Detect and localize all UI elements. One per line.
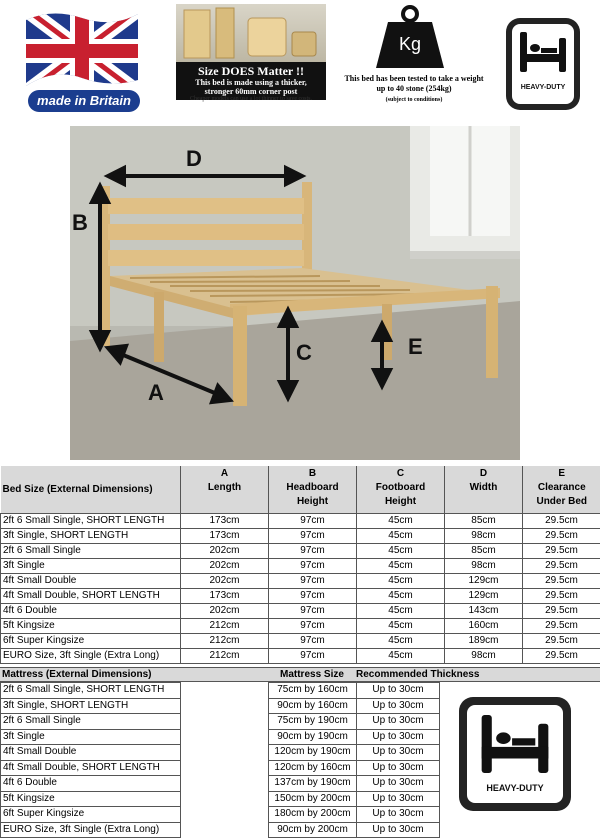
table-row: [1, 603, 600, 618]
length-cell: 202cm: [181, 573, 269, 588]
table-row: [1, 573, 600, 588]
clearance-cell: 29.5cm: [523, 603, 600, 618]
weight-text-main: This bed has been tested to take a weight up to 40 stone (254kg): [344, 74, 484, 93]
blank-cell: [181, 745, 269, 761]
bed-size-cell: 6ft Super Kingsize: [1, 633, 181, 648]
mattress-bed-size-cell: 2ft 6 Small Single: [1, 714, 181, 730]
mattress-size-cell: 150cm by 200cm: [269, 791, 357, 807]
headboard-name2: Height: [296, 496, 329, 507]
mattress-thickness-cell: Up to 30cm: [357, 776, 440, 792]
weight-text-sub: (subject to conditions): [385, 97, 443, 103]
bed-size-header-row: [1, 466, 600, 513]
length-cell: 202cm: [181, 603, 269, 618]
clearance-cell: 29.5cm: [523, 528, 600, 543]
table-row: [1, 528, 600, 543]
width-cell: 129cm: [445, 588, 523, 603]
blank-cell: [181, 729, 269, 745]
width-name: Width: [469, 482, 498, 493]
mattress-bed-size-cell: 3ft Single: [1, 729, 181, 745]
table-row: [1, 776, 440, 792]
clearance-cell: 29.5cm: [523, 588, 600, 603]
headboard-header: [269, 466, 357, 513]
mattress-thickness-cell: Up to 30cm: [357, 822, 440, 838]
bed-size-header: Bed Size (External Dimensions): [1, 466, 181, 513]
footboard-height-cell: 45cm: [357, 573, 445, 588]
mattress-size-header: Mattress Size: [280, 669, 344, 680]
blank-cell: [181, 683, 269, 699]
table-row: [1, 698, 440, 714]
mattress-size-cell: 90cm by 200cm: [269, 822, 357, 838]
heavy-duty-logo: [506, 18, 580, 110]
heavy-duty-label: HEAVY-DUTY: [486, 783, 544, 793]
table-row: [1, 513, 600, 528]
weight-text: [344, 74, 484, 105]
width-header: [445, 466, 523, 513]
clearance-name2: Under Bed: [536, 496, 588, 507]
mattress-size-cell: 180cm by 200cm: [269, 807, 357, 823]
clearance-cell: 29.5cm: [523, 618, 600, 633]
mattress-bed-size-cell: 2ft 6 Small Single, SHORT LENGTH: [1, 683, 181, 699]
mattress-size-cell: 137cm by 190cm: [269, 776, 357, 792]
clearance-cell: 29.5cm: [523, 558, 600, 573]
length-header: [181, 466, 269, 513]
footboard-header: [357, 466, 445, 513]
mattress-thickness-cell: Up to 30cm: [357, 683, 440, 699]
heavy-duty-label: HEAVY-DUTY: [520, 84, 566, 91]
table-row: [1, 745, 440, 761]
bed-size-cell: EURO Size, 3ft Single (Extra Long): [1, 648, 181, 663]
width-cell: 85cm: [445, 543, 523, 558]
mattress-bed-size-cell: 4ft 6 Double: [1, 776, 181, 792]
width-cell: 189cm: [445, 633, 523, 648]
width-cell: 160cm: [445, 618, 523, 633]
footboard-letter: C: [396, 468, 405, 479]
bed-size-table: [0, 466, 600, 664]
headboard-height-cell: 97cm: [269, 543, 357, 558]
mattress-size-cell: 90cm by 190cm: [269, 729, 357, 745]
length-cell: 212cm: [181, 618, 269, 633]
table-row: [1, 822, 440, 838]
bed-size-cell: 4ft Small Double, SHORT LENGTH: [1, 588, 181, 603]
clearance-name1: Clearance: [537, 482, 586, 493]
heavy-duty-logo-large: [459, 697, 571, 811]
footboard-name1: Footboard: [375, 482, 426, 493]
width-cell: 98cm: [445, 558, 523, 573]
headboard-height-cell: 97cm: [269, 633, 357, 648]
dimension-label-c: C: [296, 340, 312, 365]
width-cell: 143cm: [445, 603, 523, 618]
mattress-thickness-cell: Up to 30cm: [357, 698, 440, 714]
mattress-thickness-cell: Up to 30cm: [357, 760, 440, 776]
mattress-bed-size-cell: 4ft Small Double: [1, 745, 181, 761]
mattress-size-cell: 75cm by 160cm: [269, 683, 357, 699]
length-cell: 173cm: [181, 528, 269, 543]
clearance-cell: 29.5cm: [523, 633, 600, 648]
blank-cell: [181, 698, 269, 714]
footboard-height-cell: 45cm: [357, 633, 445, 648]
headboard-height-cell: 97cm: [269, 573, 357, 588]
blank-cell: [181, 807, 269, 823]
headboard-height-cell: 97cm: [269, 648, 357, 663]
dimension-label-a: A: [148, 380, 164, 405]
length-cell: 173cm: [181, 588, 269, 603]
blank-cell: [181, 760, 269, 776]
width-cell: 85cm: [445, 513, 523, 528]
corner-post-badge: [176, 4, 326, 100]
width-cell: 98cm: [445, 648, 523, 663]
mattress-size-cell: 120cm by 190cm: [269, 745, 357, 761]
mattress-bed-size-cell: 5ft Kingsize: [1, 791, 181, 807]
table-row: [1, 683, 440, 699]
clearance-cell: 29.5cm: [523, 648, 600, 663]
post-text: This bed is made using a thicker, stronger 60mm corner post: [195, 78, 307, 96]
length-name: Length: [207, 482, 242, 493]
width-cell: 129cm: [445, 573, 523, 588]
table-row: [1, 618, 600, 633]
dimension-label-e: E: [408, 334, 423, 359]
mattress-bed-size-cell: 6ft Super Kingsize: [1, 807, 181, 823]
footboard-height-cell: 45cm: [357, 618, 445, 633]
table-row: [1, 807, 440, 823]
footboard-height-cell: 45cm: [357, 543, 445, 558]
table-row: [1, 558, 600, 573]
mattress-thickness-cell: Up to 30cm: [357, 807, 440, 823]
length-cell: 202cm: [181, 558, 269, 573]
mattress-thickness-header: Recommended Thickness: [356, 669, 480, 680]
bed-size-cell: 2ft 6 Small Single: [1, 543, 181, 558]
length-cell: 212cm: [181, 633, 269, 648]
weight-badge: [344, 4, 484, 110]
table-row: [1, 633, 600, 648]
mattress-table: [0, 682, 440, 838]
bed-size-cell: 5ft Kingsize: [1, 618, 181, 633]
weight-unit: Kg: [398, 34, 422, 54]
post-note: Cheaper models can use a lot thinner to save costs.: [190, 96, 312, 102]
bed-size-cell: 4ft Small Double: [1, 573, 181, 588]
blank-cell: [181, 776, 269, 792]
bed-icon: [481, 715, 549, 773]
clearance-header: [523, 466, 600, 513]
table-row: [1, 760, 440, 776]
union-flag-icon: [22, 6, 142, 96]
headboard-height-cell: 97cm: [269, 558, 357, 573]
made-in-britain-badge: [22, 6, 142, 118]
bed-size-cell: 3ft Single, SHORT LENGTH: [1, 528, 181, 543]
blank-cell: [181, 791, 269, 807]
width-cell: 98cm: [445, 528, 523, 543]
table-row: [1, 791, 440, 807]
mattress-bed-size-cell: 3ft Single, SHORT LENGTH: [1, 698, 181, 714]
headboard-name1: Headboard: [286, 482, 339, 493]
mattress-bed-size-cell: EURO Size, 3ft Single (Extra Long): [1, 822, 181, 838]
clearance-letter: E: [558, 468, 566, 479]
footboard-height-cell: 45cm: [357, 513, 445, 528]
clearance-cell: 29.5cm: [523, 543, 600, 558]
mattress-thickness-cell: Up to 30cm: [357, 714, 440, 730]
mattress-size-cell: 90cm by 160cm: [269, 698, 357, 714]
footboard-height-cell: 45cm: [357, 558, 445, 573]
table-row: [1, 648, 600, 663]
mattress-thickness-cell: Up to 30cm: [357, 791, 440, 807]
footboard-height-cell: 45cm: [357, 603, 445, 618]
length-letter: A: [220, 468, 229, 479]
footboard-height-cell: 45cm: [357, 588, 445, 603]
headboard-height-cell: 97cm: [269, 513, 357, 528]
mattress-header: Mattress (External Dimensions): [2, 669, 152, 680]
post-title: Size DOES Matter !!: [197, 64, 305, 78]
clearance-cell: 29.5cm: [523, 513, 600, 528]
table-row: [1, 714, 440, 730]
bed-size-cell: 3ft Single: [1, 558, 181, 573]
length-cell: 212cm: [181, 648, 269, 663]
table-row: [1, 729, 440, 745]
blank-cell: [181, 822, 269, 838]
footboard-height-cell: 45cm: [357, 648, 445, 663]
length-cell: 202cm: [181, 543, 269, 558]
dimension-label-d: D: [186, 146, 202, 171]
table-row: [1, 588, 600, 603]
mattress-size-cell: 75cm by 190cm: [269, 714, 357, 730]
dimension-label-b: B: [72, 210, 88, 235]
headboard-height-cell: 97cm: [269, 588, 357, 603]
bed-size-cell: 2ft 6 Small Single, SHORT LENGTH: [1, 513, 181, 528]
footboard-name2: Height: [384, 496, 417, 507]
bed-photo: [70, 126, 520, 460]
mattress-size-cell: 120cm by 160cm: [269, 760, 357, 776]
mattress-thickness-cell: Up to 30cm: [357, 729, 440, 745]
width-letter: D: [479, 468, 488, 479]
mattress-header-row: [0, 667, 600, 682]
footboard-height-cell: 45cm: [357, 528, 445, 543]
length-cell: 173cm: [181, 513, 269, 528]
bed-icon: [520, 32, 566, 72]
clearance-cell: 29.5cm: [523, 573, 600, 588]
blank-cell: [181, 714, 269, 730]
mattress-bed-size-cell: 4ft Small Double, SHORT LENGTH: [1, 760, 181, 776]
corner-post-photo: [176, 4, 326, 62]
headboard-height-cell: 97cm: [269, 528, 357, 543]
mattress-thickness-cell: Up to 30cm: [357, 745, 440, 761]
table-row: [1, 543, 600, 558]
headboard-letter: B: [308, 468, 317, 479]
headboard-height-cell: 97cm: [269, 603, 357, 618]
headboard-height-cell: 97cm: [269, 618, 357, 633]
bed-size-cell: 4ft 6 Double: [1, 603, 181, 618]
made-in-britain-label: made in Britain: [28, 90, 140, 112]
